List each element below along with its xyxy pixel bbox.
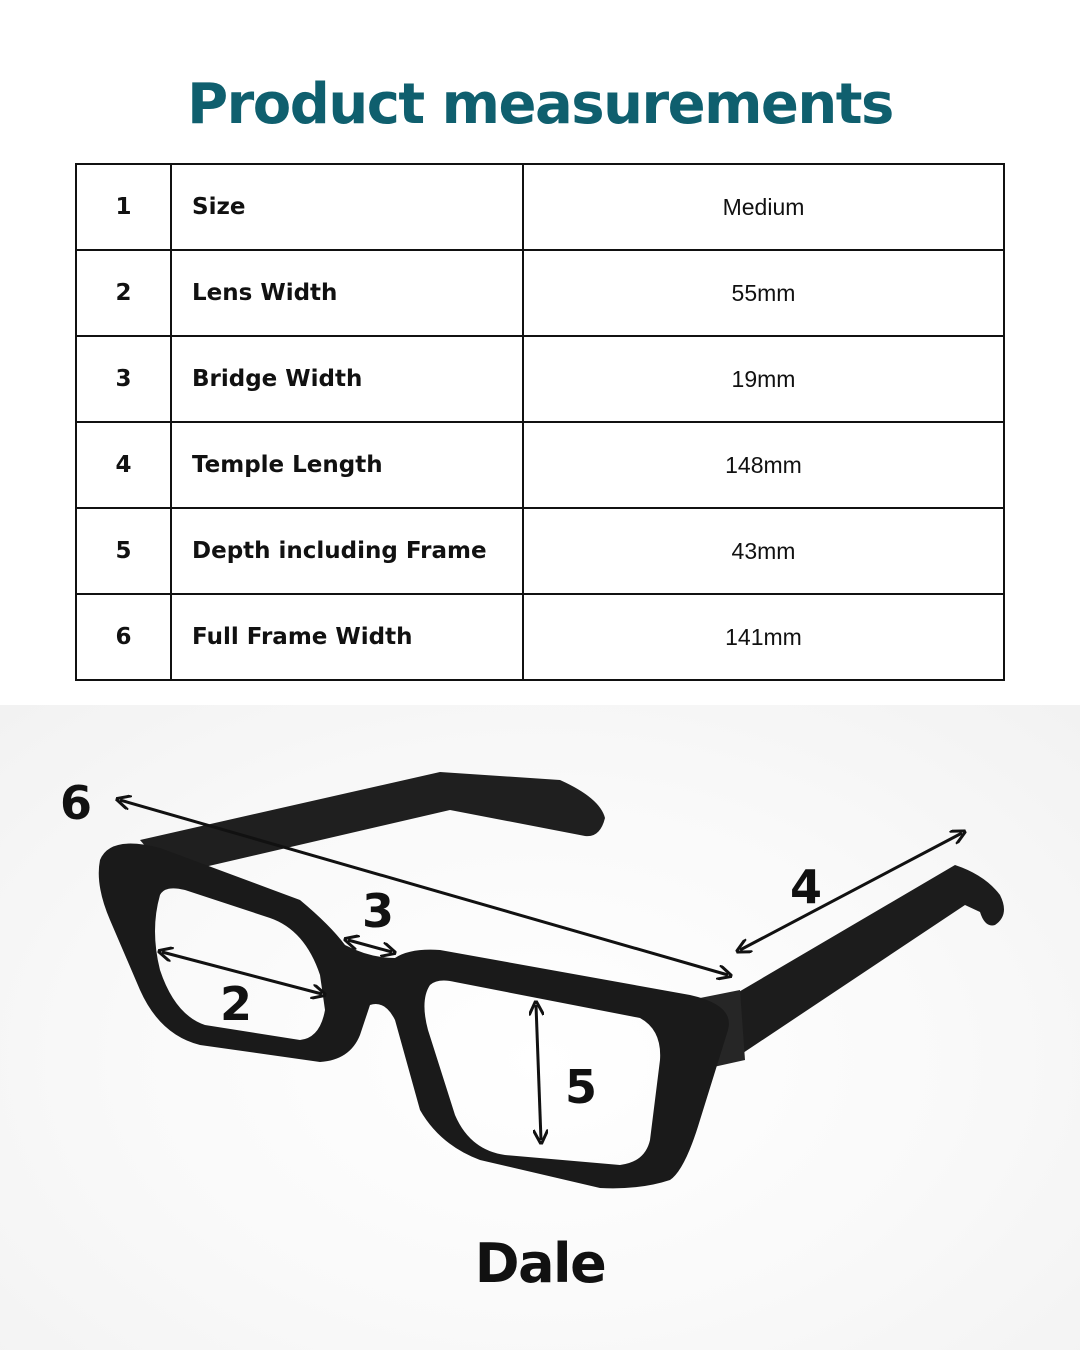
- depth-arrow: [536, 1005, 541, 1140]
- row-label: Full Frame Width: [171, 594, 523, 680]
- row-number: 5: [76, 508, 171, 594]
- table-row: [76, 250, 1004, 336]
- row-label: Depth including Frame: [171, 508, 523, 594]
- marker-depth: 5: [565, 1060, 598, 1114]
- table-row: [76, 508, 1004, 594]
- row-value: 55mm: [523, 250, 1004, 336]
- row-number: 2: [76, 250, 171, 336]
- row-number: 6: [76, 594, 171, 680]
- frame-front: [99, 844, 729, 1189]
- page-title: Product measurements: [187, 72, 893, 137]
- row-value: Medium: [523, 164, 1004, 250]
- eyeglasses-diagram: [0, 700, 1080, 1240]
- marker-bridge-width: 3: [362, 884, 395, 938]
- row-number: 3: [76, 336, 171, 422]
- row-label: Bridge Width: [171, 336, 523, 422]
- table-row: [76, 336, 1004, 422]
- row-value: 43mm: [523, 508, 1004, 594]
- marker-lens-width: 2: [220, 977, 253, 1031]
- row-number: 4: [76, 422, 171, 508]
- table-row: [76, 594, 1004, 680]
- far-temple-arm: [140, 772, 605, 875]
- near-temple-arm: [725, 865, 1004, 1055]
- row-number: 1: [76, 164, 171, 250]
- row-value: 148mm: [523, 422, 1004, 508]
- table-row: [76, 422, 1004, 508]
- measurements-table: [75, 163, 1005, 681]
- table-row: [76, 164, 1004, 250]
- row-value: 19mm: [523, 336, 1004, 422]
- marker-temple-length: 4: [790, 860, 823, 914]
- product-name: Dale: [474, 1232, 606, 1295]
- marker-full-width: 6: [60, 776, 93, 830]
- row-label: Size: [171, 164, 523, 250]
- row-label: Lens Width: [171, 250, 523, 336]
- row-value: 141mm: [523, 594, 1004, 680]
- row-label: Temple Length: [171, 422, 523, 508]
